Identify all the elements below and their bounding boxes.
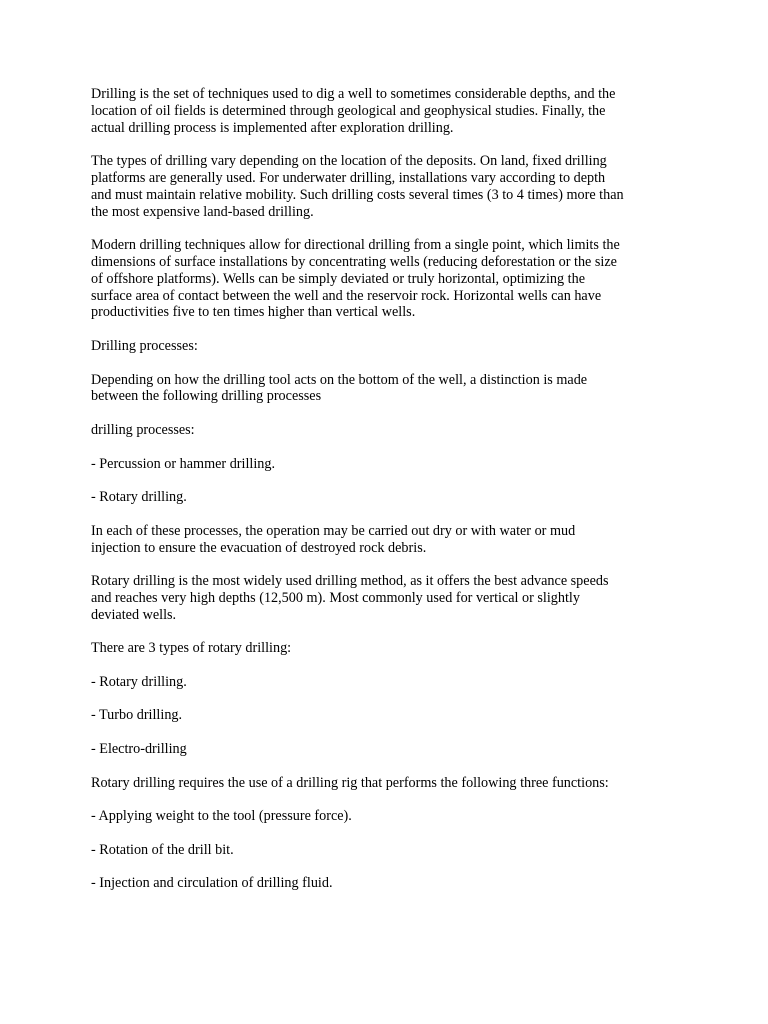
- list-item-percussion: [91, 456, 691, 473]
- text-line: - Turbo drilling.: [91, 707, 183, 724]
- text-line: surface area of contact between the well and the reservoir rock. Horizontal wells can have: [91, 287, 602, 304]
- list-item-rotary-drilling: [91, 674, 691, 691]
- text-line: productivities five to ten times higher than vertical wells.: [91, 304, 416, 321]
- text-line: - Injection and circulation of drilling fluid.: [91, 875, 333, 892]
- text-line: - Percussion or hammer drilling.: [91, 455, 276, 472]
- text-line: drilling processes:: [91, 421, 195, 438]
- paragraph-rotary-types: [91, 640, 691, 657]
- paragraph-processes-heading: [91, 338, 691, 355]
- list-item-injection: [91, 875, 691, 892]
- paragraph-rotary-method: [91, 573, 691, 623]
- text-line: injection to ensure the evacuation of destroyed rock debris.: [91, 539, 427, 556]
- text-line: Depending on how the drilling tool acts on the bottom of the well, a distinction is made: [91, 371, 588, 388]
- text-line: Drilling is the set of techniques used to dig a well to sometimes considerable depths, and the: [91, 86, 616, 102]
- paragraph-drilling-types: [91, 153, 691, 220]
- text-line: In each of these processes, the operation may be carried out dry or with water or mud: [91, 522, 576, 539]
- text-line: - Rotation of the drill bit.: [91, 841, 234, 858]
- text-line: - Electro-drilling: [91, 741, 187, 758]
- paragraph-operation: [91, 523, 691, 557]
- text-line: Rotary drilling requires the use of a drilling rig that performs the following three functions:: [91, 774, 609, 791]
- text-line: dimensions of surface installations by concentrating wells (reducing deforestation or the size: [91, 253, 617, 270]
- text-line: and must maintain relative mobility. Such drilling costs several times (3 to 4 times) more than: [91, 186, 624, 203]
- text-line: platforms are generally used. For underwater drilling, installations vary according to depth: [91, 169, 606, 186]
- text-line: - Rotary drilling.: [91, 673, 187, 690]
- text-line: - Rotary drilling.: [91, 489, 187, 506]
- list-item-weight: [91, 808, 691, 825]
- text-line: location of oil fields is determined through geological and geophysical studies. Finally, the: [91, 102, 606, 119]
- text-line: actual drilling process is implemented after exploration drilling.: [91, 119, 454, 136]
- list-item-turbo-drilling: [91, 707, 691, 724]
- text-line: of offshore platforms). Wells can be simply deviated or truly horizontal, optimizing the: [91, 270, 585, 287]
- text-line: Modern drilling techniques allow for directional drilling from a single point, which limits the: [91, 237, 620, 254]
- paragraph-processes-intro: [91, 372, 691, 406]
- text-line: the most expensive land-based drilling.: [91, 203, 314, 220]
- text-line: - Applying weight to the tool (pressure force).: [91, 808, 352, 825]
- text-line: Rotary drilling is the most widely used drilling method, as it offers the best advance speeds: [91, 573, 609, 590]
- paragraph-rig-functions: [91, 775, 691, 792]
- text-line: and reaches very high depths (12,500 m). Most commonly used for vertical or slightly: [91, 589, 580, 606]
- text-line: Drilling processes:: [91, 337, 198, 354]
- list-item-rotary: [91, 489, 691, 506]
- document-page: [91, 86, 691, 909]
- text-line: between the following drilling processes: [91, 388, 322, 405]
- text-line: The types of drilling vary depending on the location of the deposits. On land, fixed drilling: [91, 153, 607, 170]
- list-item-rotation: [91, 842, 691, 859]
- text-line: There are 3 types of rotary drilling:: [91, 640, 292, 657]
- paragraph-processes-label: [91, 422, 691, 439]
- list-item-electro-drilling: [91, 741, 691, 758]
- text-line: deviated wells.: [91, 606, 177, 623]
- paragraph-intro: [91, 86, 691, 136]
- paragraph-modern-techniques: [91, 237, 691, 321]
